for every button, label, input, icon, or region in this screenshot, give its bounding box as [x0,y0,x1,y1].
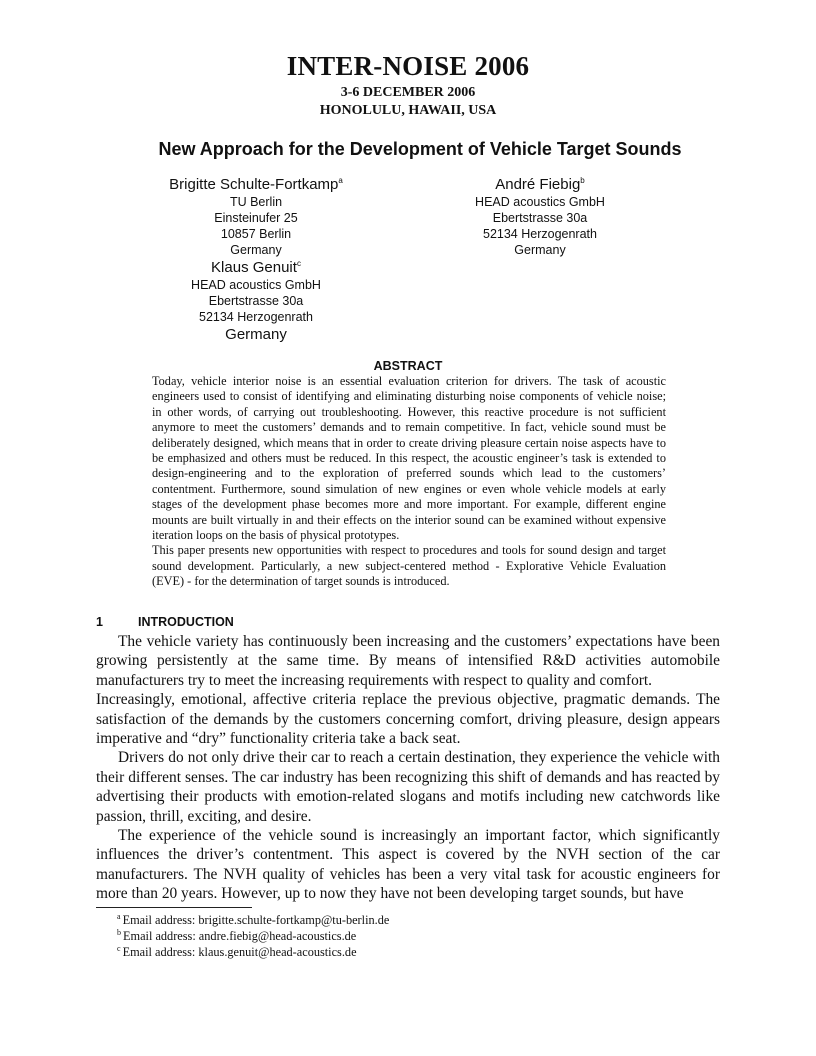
author-block-1 [140,176,372,258]
author-block-3 [140,259,372,344]
footnote-text: Email address: brigitte.schulte-fortkamp@tu-berlin.de [122,913,390,927]
author-name: André Fiebig$^b$ [495,176,585,193]
footnote [117,944,389,960]
footnote [117,928,389,944]
footnote-mark: b [117,927,121,937]
abstract-paragraph: This paper presents new opportunities with respect to procedures and tools for sound design and target sound development. Particularly, a new subject-centered method - Explorative Vehicle Evaluation (EVE) - for the determination of target sounds is introduced. [152,543,666,589]
body-paragraph: Increasingly, emotional, affective criteria replace the previous objective, pragmatic demands. The satisfaction of the demands by the customers concerning comfort, driving pleasure, design appears imperative and “dry” functionality criteria take a back seat. [96,691,720,748]
footnote-mark: c [117,943,121,953]
conference-location: HONOLULU, HAWAII, USA [319,103,497,118]
author-address: Ebertstrasse 30a [492,211,588,225]
author-name: Brigitte Schulte-Fortkamp$^a$ [169,176,343,193]
author-country: Germany [230,243,282,257]
body-paragraph: Drivers do not only drive their car to reach a certain destination, they experience the vehicle with their different senses. The car industry has been recognizing this shift of demands and has reacted by advertising their products with emotion-related slogans and motifs including new catchwords like passion, thrill, exciting, and desire. [96,749,720,825]
author-city: 52134 Herzogenrath [199,310,313,324]
body-paragraph: The vehicle variety has continuously been increasing and the customers’ expectations have been growing persistently at the same time. By means of intensified R&D activities automobile manufacturers try to meet the increasing requirements with respect to quality and comfort. [96,633,720,689]
footnote-rule [96,907,252,908]
author-affiliation: HEAD acoustics GmbH [475,195,605,209]
conference-title: INTER-NOISE 2006 [286,51,530,81]
abstract-heading: ABSTRACT [373,359,443,373]
section-heading [96,614,234,630]
author-affiliation: TU Berlin [229,195,283,209]
footnotes [117,912,389,960]
conference-date: 3-6 DECEMBER 2006 [340,85,476,100]
section-number: 1 [96,615,103,629]
author-mark: a [338,176,343,185]
author-address: Einsteinufer 25 [214,211,298,225]
author-mark: c [296,259,301,268]
footnote-text: Email address: andre.fiebig@head-acoustics.de [123,929,357,943]
author-country: Germany [225,326,287,343]
section-body [96,632,720,904]
author-mark: b [580,176,585,185]
body-paragraph: The experience of the vehicle sound is increasingly an important factor, which significantly influences the driver’s contentment. This aspect is covered by the NVH section of the car manufacturers. The NVH quality of vehicles has been a very vital task for acoustic engineers for more than 20 years. However, up to now they have not been developing target sounds, but have [96,827,720,903]
author-city: 10857 Berlin [220,227,292,241]
author-block-2 [424,176,656,258]
author-name: Klaus Genuit$^c$ [211,259,301,276]
abstract-body [152,374,666,590]
author-country: Germany [514,243,566,257]
abstract-paragraph: Today, vehicle interior noise is an essential evaluation criterion for drivers. The task of acoustic engineers used to consist of identifying and eliminating disturbing noise components of vehicle noise; in other words, of carrying out troubleshooting. However, this reactive procedure is not sufficient anymore to meet the customers’ demands and to remain competitive. In fact, vehicle sound must be deliberately designed, which means that in order to create driving pleasure certain noise aspects have to be emphasized and others must be reduced. In this respect, the acoustic engineer’s task is extended to design-engineering and to the exploration of preferred sounds which lead to the customers’ contentment. Furthermore, sound simulation of new engines or even whole vehicle models at early stages of the development phase becomes more and more important. For example, different engine mounts are built virtually in and their effects on the interior sound can be examined without expensive iteration loops on the basis of physical prototypes. [152,374,666,543]
author-affiliation: HEAD acoustics GmbH [191,278,321,292]
footnote-text: Email address: klaus.genuit@head-acoustics.de [122,945,357,959]
footnote-mark: a [117,911,121,921]
section-title: INTRODUCTION [138,615,234,629]
author-city: 52134 Herzogenrath [483,227,597,241]
paper-title: New Approach for the Development of Vehicle Target Sounds [158,139,682,159]
author-address: Ebertstrasse 30a [208,294,304,308]
footnote [117,912,389,928]
